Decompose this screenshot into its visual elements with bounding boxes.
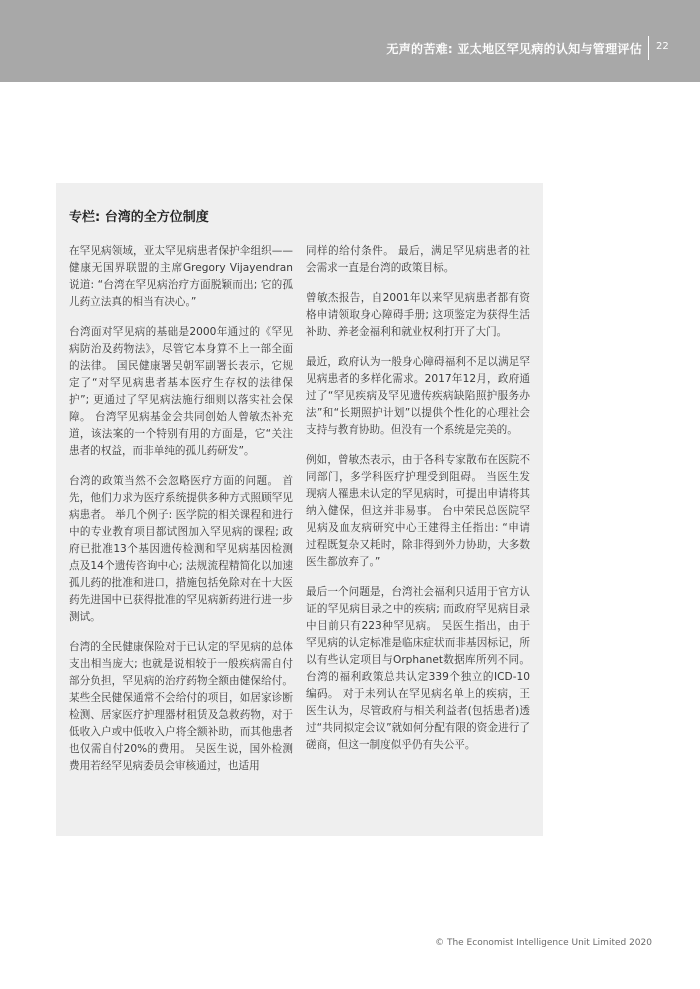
copyright-footer: © The Economist Intelligence Unit Limited 2020	[435, 938, 652, 948]
paragraph: 台湾的全民健康保险对于已认定的罕见病的总体支出相当庞大; 也就是说相较于一般疾病需自付部分负担，罕见病的治疗药物全额由健保给付。 某些全民健保通常不会给付的项目，如居家诊断检测、居家医疗护理器材租赁及急救药物，对于低收入户或中低收入户将全额补助，而其他患者也仅需自付20%的费用。 吴医生说，国外检测费用若经罕见病委员会审核通过，也适用	[69, 641, 293, 772]
paragraph: 在罕见病领域，亚太罕见病患者保护伞组织——健康无国界联盟的主席Gregory Vijayendran说道: “台湾在罕见病治疗方面脱颖而出; 它的孤儿药立法真的相当有决心。”	[69, 245, 293, 308]
paragraph: 同样的给付条件。 最后，满足罕见病患者的社会需求一直是台湾的政策目标。	[306, 245, 530, 274]
paragraph: 最近，政府认为一般身心障碍福利不足以满足罕见病患者的多样化需求。2017年12月，政府通过了“罕见疾病及罕见遗传疾病缺陷照护服务办法”和“长期照护计划”以提供个性化的心理社会支持与教育协助。但没有一个系统是完美的。	[306, 356, 530, 436]
paragraph: 台湾面对罕见病的基础是2000年通过的《罕见病防治及药物法》，尽管它本身算不上一部全面的法律。 国民健康署吴朝军副署长表示，它规定了“对罕见病患者基本医疗生存权的法律保护”; 更通过了罕见病法施行细则以落实社会保障。 台湾罕见病基金会共同创始人曾敏杰补充道，该法案的一个特别有用的方面是，它“关注患者的权益，而非单纯的孤儿药研发”。	[69, 326, 293, 457]
right-column	[306, 243, 530, 767]
left-column	[69, 243, 293, 788]
paragraph: 曾敏杰报告，自2001年以来罕见病患者都有资格申请领取身心障碍手册; 这项鉴定为获得生活补助、养老金福利和就业权利打开了大门。	[306, 292, 530, 338]
paragraph: 台湾的政策当然不会忽略医疗方面的问题。 首先，他们力求为医疗系统提供多种方式照顾罕见病患者。 举几个例子: 医学院的相关课程和进行中的专业教育项目都试图加入罕见病的课程; 政府已批准13个基因遗传检测和罕见病基因检测点及14个遗传咨询中心; 法规流程精简化以加速孤儿药的批准和进口，措施包括免除对在十大医药先进国中已获得批准的罕见病新药进行进一步测试。	[69, 475, 293, 623]
sidebar-box	[56, 183, 543, 836]
header-divider	[648, 36, 649, 60]
page-number: 22	[656, 41, 669, 52]
page-header	[0, 0, 700, 82]
paragraph: 最后一个问题是，台湾社会福利只适用于官方认证的罕见病目录之中的疾病; 而政府罕见病目录中目前只有223种罕见病。 吴医生指出，由于罕见病的认定标准是临床症状而非基因标记，所以有些认定项目与Orphanet数据库所列不同。 台湾的福利政策总共认定339个独立的ICD-10编码。 对于未列认在罕见病名单上的疾病，王医生认为，尽管政府与相关利益者(包括患者)透过“共同拟定会议”就如何分配有限的资金进行了磋商，但这一制度似乎仍有失公平。	[306, 586, 530, 751]
report-title: 无声的苦难: 亚太地区罕见病的认知与管理评估	[386, 42, 642, 56]
box-title: 专栏: 台湾的全方位制度	[69, 210, 209, 225]
paragraph: 例如，曾敏杰表示，由于各科专家散布在医院不同部门，多学科医疗护理受到阻碍。 当医生发现病人罹患未认定的罕见病时，可提出申请将其纳入健保，但这并非易事。 台中荣民总医院罕见病及血友病研究中心王建得主任指出: “申请过程既复杂又耗时，除非得到外力协助，大多数医生都放弃了。”	[306, 454, 530, 568]
